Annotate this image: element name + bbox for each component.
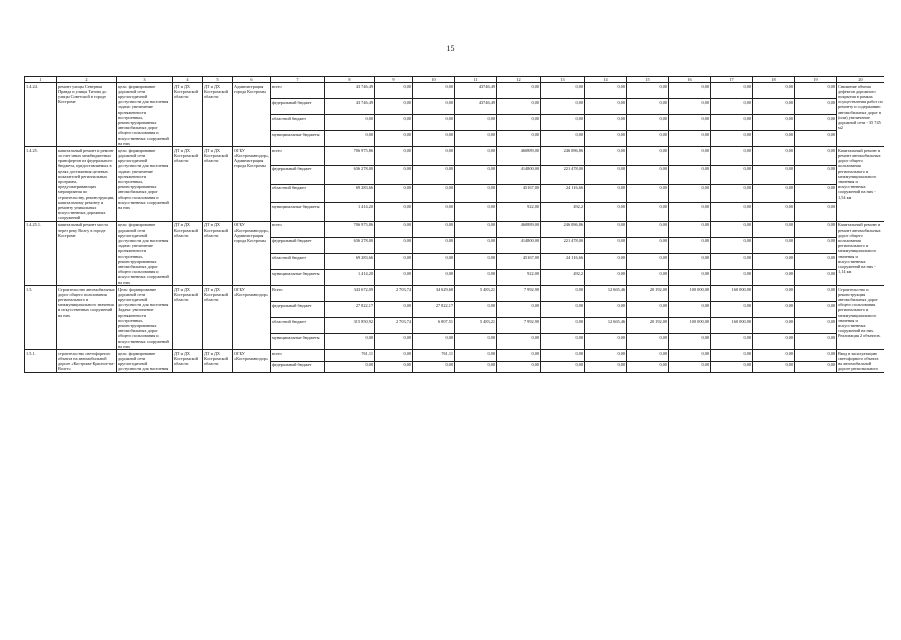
amount-cell: 0,00 bbox=[753, 147, 795, 166]
amount-cell: 0,00 bbox=[795, 318, 837, 334]
amount-cell: 0,00 bbox=[497, 361, 541, 372]
amount-cell: 0,00 bbox=[325, 361, 375, 372]
table-row bbox=[25, 83, 885, 99]
amount-cell: 0,00 bbox=[375, 350, 413, 361]
page-number: 15 bbox=[446, 44, 455, 53]
expected-result-cell: Ввод в эксплуатацию светофорного объекта на автомобильной дороге регионального bbox=[837, 350, 885, 373]
amount-cell: 0,00 bbox=[753, 99, 795, 115]
amount-cell: 100 000,00 bbox=[669, 286, 711, 302]
amount-cell: 0,00 bbox=[669, 83, 711, 99]
amount-cell: 0,00 bbox=[795, 222, 837, 238]
amount-cell: 0,00 bbox=[669, 99, 711, 115]
amount-cell: 0,00 bbox=[413, 238, 455, 254]
amount-cell: 0,00 bbox=[669, 254, 711, 270]
amount-cell: 0,00 bbox=[627, 334, 669, 350]
amount-cell: 460889,00 bbox=[497, 147, 541, 166]
amount-cell: 0,00 bbox=[497, 83, 541, 99]
column-number-cell: 5 bbox=[203, 77, 233, 83]
amount-cell: 0,00 bbox=[753, 270, 795, 286]
amount-cell: 0,00 bbox=[541, 286, 585, 302]
event-name-cell: капитальный ремонт и ремонт за счет иных межбюджетных трансфертов из федерального бюджета, предоставляемых в целях достижения целевых показателей региональных программ, предусматривающих мероприятия по строительству, реконструкции, капитальному ремонту и ремонту уникальных искусственных дорожных сооружений bbox=[57, 147, 117, 222]
event-name-cell: ремонт улицы Северная Правда и улицы Титова до улицы Советской в городе Костроме bbox=[57, 83, 117, 147]
program-table bbox=[24, 76, 884, 373]
amount-cell: 0,00 bbox=[541, 131, 585, 147]
column-number-cell: 18 bbox=[753, 77, 795, 83]
column-number-cell: 19 bbox=[795, 77, 837, 83]
amount-cell: 0,00 bbox=[711, 131, 753, 147]
amount-cell: 12 665,46 bbox=[585, 286, 627, 302]
amount-cell: 0,00 bbox=[753, 238, 795, 254]
amount-cell: 0,00 bbox=[455, 147, 497, 166]
amount-cell: 0,00 bbox=[753, 222, 795, 238]
amount-cell: 100 000,00 bbox=[669, 318, 711, 334]
event-name-cell: капитальный ремонт моста через реку Волгу в городе Костроме bbox=[57, 222, 117, 286]
amount-cell: 0,00 bbox=[585, 334, 627, 350]
item-number-cell: 1.5. bbox=[25, 286, 57, 350]
amount-cell: 0,00 bbox=[413, 254, 455, 270]
amount-cell: 0,00 bbox=[627, 99, 669, 115]
amount-cell: 0,00 bbox=[413, 131, 455, 147]
amount-cell: 0,00 bbox=[627, 147, 669, 166]
table-row bbox=[25, 350, 885, 361]
amount-cell: 246 086,86 bbox=[541, 147, 585, 166]
funding-source-cell: всего bbox=[271, 350, 325, 361]
amount-cell: 43 746,49 bbox=[325, 99, 375, 115]
amount-cell: 0,00 bbox=[413, 203, 455, 222]
amount-cell: 160 000,00 bbox=[711, 318, 753, 334]
amount-cell: 0,00 bbox=[669, 203, 711, 222]
funding-source-cell: всего bbox=[271, 222, 325, 238]
amount-cell: 706 975,86 bbox=[325, 147, 375, 166]
table-row bbox=[25, 147, 885, 166]
amount-cell: 12 665,46 bbox=[585, 318, 627, 334]
amount-cell: 43746,49 bbox=[455, 83, 497, 99]
amount-cell: 0,00 bbox=[375, 115, 413, 131]
amount-cell: 0,00 bbox=[795, 254, 837, 270]
amount-cell: 2 703,74 bbox=[375, 318, 413, 334]
amount-cell: 0,00 bbox=[585, 203, 627, 222]
amount-cell: 0,00 bbox=[585, 222, 627, 238]
amount-cell: 0,00 bbox=[627, 238, 669, 254]
amount-cell: 0,00 bbox=[375, 270, 413, 286]
amount-cell: 0,00 bbox=[669, 334, 711, 350]
item-number-cell: 1.4.24. bbox=[25, 83, 57, 147]
amount-cell: 0,00 bbox=[413, 184, 455, 203]
amount-cell: 0,00 bbox=[795, 83, 837, 99]
amount-cell: 0,00 bbox=[375, 83, 413, 99]
amount-cell: 0,00 bbox=[711, 99, 753, 115]
amount-cell: 761,11 bbox=[413, 350, 455, 361]
amount-cell: 0,00 bbox=[753, 318, 795, 334]
amount-cell: 0,00 bbox=[669, 184, 711, 203]
amount-cell: 0,00 bbox=[375, 99, 413, 115]
funding-source-cell: всего bbox=[271, 83, 325, 99]
participant-cell: ОГБУ «Костромавтодор», Администрация города Костромы bbox=[233, 222, 271, 286]
table-body bbox=[25, 77, 885, 373]
amount-cell: 0,00 bbox=[753, 203, 795, 222]
item-number-cell: 1.4.25. bbox=[25, 147, 57, 222]
coordinator-cell: ДТ и ДХ Костромской области bbox=[173, 147, 203, 222]
amount-cell: 7 992,90 bbox=[497, 286, 541, 302]
amount-cell: 27 822,17 bbox=[413, 302, 455, 318]
amount-cell: 0,00 bbox=[669, 350, 711, 361]
funding-source-cell: федеральный бюджет bbox=[271, 238, 325, 254]
amount-cell: 0,00 bbox=[627, 361, 669, 372]
column-number-cell: 14 bbox=[585, 77, 627, 83]
amount-cell: 0,00 bbox=[455, 270, 497, 286]
amount-cell: 1 414,20 bbox=[325, 203, 375, 222]
amount-cell: 0,00 bbox=[627, 350, 669, 361]
goal-task-cell: цель: формирование дорожной сети круглогодичной доступности для населения bbox=[117, 350, 173, 373]
funding-source-cell: муниципальные бюджеты bbox=[271, 131, 325, 147]
amount-cell: 0,00 bbox=[753, 302, 795, 318]
amount-cell: 0,00 bbox=[455, 238, 497, 254]
funding-source-cell: областной бюджет bbox=[271, 254, 325, 270]
expected-result-cell: Снижение объема дефектов дорожного покрытия в рамках осуществления работ по ремонту и содержанию автомобильных дорог в (или) увеличение дорожной сети - 35 745 м2 bbox=[837, 83, 885, 147]
amount-cell: 0,00 bbox=[795, 131, 837, 147]
amount-cell: 0,00 bbox=[795, 334, 837, 350]
funding-source-cell: муниципальные бюджеты bbox=[271, 334, 325, 350]
amount-cell: 0,00 bbox=[627, 302, 669, 318]
amount-cell: 0,00 bbox=[455, 184, 497, 203]
amount-cell: 0,00 bbox=[669, 238, 711, 254]
amount-cell: 0,00 bbox=[753, 184, 795, 203]
executor-cell: ДТ и ДХ Костромской области bbox=[203, 222, 233, 286]
amount-cell: 0,00 bbox=[585, 238, 627, 254]
amount-cell: 0,00 bbox=[795, 166, 837, 185]
executor-cell: ДТ и ДХ Костромской области bbox=[203, 350, 233, 373]
amount-cell: 0,00 bbox=[455, 166, 497, 185]
amount-cell: 69 283,66 bbox=[325, 254, 375, 270]
amount-cell: 0,00 bbox=[753, 83, 795, 99]
amount-cell: 24 116,66 bbox=[541, 254, 585, 270]
amount-cell: 0,00 bbox=[413, 147, 455, 166]
funding-source-cell: федеральный бюджет bbox=[271, 361, 325, 372]
amount-cell: 636 278,00 bbox=[325, 238, 375, 254]
expected-result-cell: Капитальный ремонт и ремонт автомобильных дорог общего пользования регионального и межмуниципального значения и искусственных сооружений на них - 1,14 км bbox=[837, 222, 885, 286]
amount-cell: 0,00 bbox=[585, 302, 627, 318]
table-row bbox=[25, 222, 885, 238]
amount-cell: 0,00 bbox=[413, 115, 455, 131]
amount-cell: 5 483,21 bbox=[455, 286, 497, 302]
amount-cell: 0,00 bbox=[497, 334, 541, 350]
amount-cell: 0,00 bbox=[711, 166, 753, 185]
amount-cell: 45167,00 bbox=[497, 254, 541, 270]
amount-cell: 0,00 bbox=[455, 131, 497, 147]
amount-cell: 0,00 bbox=[711, 302, 753, 318]
amount-cell: 0,00 bbox=[753, 254, 795, 270]
amount-cell: 460889,00 bbox=[497, 222, 541, 238]
amount-cell: 0,00 bbox=[627, 184, 669, 203]
amount-cell: 0,00 bbox=[669, 147, 711, 166]
amount-cell: 0,00 bbox=[627, 270, 669, 286]
amount-cell: 0,00 bbox=[669, 115, 711, 131]
amount-cell: 0,00 bbox=[455, 115, 497, 131]
amount-cell: 0,00 bbox=[585, 83, 627, 99]
amount-cell: 0,00 bbox=[541, 334, 585, 350]
amount-cell: 0,00 bbox=[375, 184, 413, 203]
amount-cell: 0,00 bbox=[753, 361, 795, 372]
amount-cell: 0,00 bbox=[325, 131, 375, 147]
amount-cell: 0,00 bbox=[795, 99, 837, 115]
coordinator-cell: ДТ и ДХ Костромской области bbox=[173, 222, 203, 286]
amount-cell: 0,00 bbox=[669, 222, 711, 238]
amount-cell: 160 000,00 bbox=[711, 286, 753, 302]
amount-cell: 0,00 bbox=[455, 203, 497, 222]
amount-cell: 0,00 bbox=[375, 131, 413, 147]
column-number-cell: 16 bbox=[669, 77, 711, 83]
column-number-cell: 12 bbox=[497, 77, 541, 83]
amount-cell: 0,00 bbox=[497, 131, 541, 147]
goal-task-cell: Цель: формирование дорожной сети круглогодичной доступности для населения Задача: увеличение протяженности построенных, реконструированных автомобильных дорог общего пользования и искусственных сооружений на них bbox=[117, 286, 173, 350]
amount-cell: 0,00 bbox=[585, 147, 627, 166]
funding-source-cell: муниципальные бюджеты bbox=[271, 270, 325, 286]
amount-cell: 706 975,86 bbox=[325, 222, 375, 238]
amount-cell: 0,00 bbox=[627, 222, 669, 238]
amount-cell: 0,00 bbox=[497, 350, 541, 361]
program-table-container bbox=[24, 76, 884, 636]
amount-cell: 0,00 bbox=[753, 166, 795, 185]
amount-cell: 0,00 bbox=[375, 334, 413, 350]
amount-cell: 0,00 bbox=[795, 147, 837, 166]
funding-source-cell: областной бюджет bbox=[271, 115, 325, 131]
goal-task-cell: цель: формирование дорожной сети круглогодичной доступности для населения задача: увеличение протяженности построенных, реконструированных автомобильных дорог общего пользования и искусственных сооружений на них bbox=[117, 222, 173, 286]
funding-source-cell: федеральный бюджет bbox=[271, 166, 325, 185]
amount-cell: 0,00 bbox=[627, 115, 669, 131]
event-name-cell: Строительство автомобильных дорог общего пользования регионального и межмуниципального значения и искусственных сооружений на них bbox=[57, 286, 117, 350]
funding-source-cell: всего bbox=[271, 147, 325, 166]
amount-cell: 0,00 bbox=[585, 350, 627, 361]
participant-cell: ОГБУ «Костромавтодор», Администрация города Костромы bbox=[233, 147, 271, 222]
funding-source-cell: муниципальные бюджеты bbox=[271, 203, 325, 222]
amount-cell: 343 672,09 bbox=[325, 286, 375, 302]
column-number-cell: 17 bbox=[711, 77, 753, 83]
column-number-cell: 11 bbox=[455, 77, 497, 83]
amount-cell: 0,00 bbox=[541, 318, 585, 334]
amount-cell: 0,00 bbox=[795, 361, 837, 372]
amount-cell: 0,00 bbox=[455, 334, 497, 350]
amount-cell: 761,11 bbox=[325, 350, 375, 361]
amount-cell: 0,00 bbox=[669, 166, 711, 185]
column-number-cell: 4 bbox=[173, 77, 203, 83]
table-row bbox=[25, 286, 885, 302]
coordinator-cell: ДТ и ДХ Костромской области bbox=[173, 350, 203, 373]
amount-cell: 414800,00 bbox=[497, 166, 541, 185]
participant-cell: ОГБУ «Костромавтодор» bbox=[233, 350, 271, 373]
funding-source-cell: областной бюджет bbox=[271, 318, 325, 334]
participant-cell: ОГБУ «Костромавтодор» bbox=[233, 286, 271, 350]
amount-cell: 0,00 bbox=[541, 361, 585, 372]
amount-cell: 34 629,68 bbox=[413, 286, 455, 302]
amount-cell: 0,00 bbox=[711, 238, 753, 254]
funding-source-cell: областной бюджет bbox=[271, 184, 325, 203]
amount-cell: 0,00 bbox=[413, 270, 455, 286]
amount-cell: 0,00 bbox=[375, 166, 413, 185]
amount-cell: 922,00 bbox=[497, 270, 541, 286]
amount-cell: 0,00 bbox=[795, 286, 837, 302]
amount-cell: 0,00 bbox=[497, 99, 541, 115]
amount-cell: 0,00 bbox=[669, 361, 711, 372]
column-number-cell: 10 bbox=[413, 77, 455, 83]
amount-cell: 0,00 bbox=[795, 350, 837, 361]
participant-cell: Администрация города Костромы bbox=[233, 83, 271, 147]
coordinator-cell: ДТ и ДХ Костромской области bbox=[173, 286, 203, 350]
amount-cell: 0,00 bbox=[585, 270, 627, 286]
amount-cell: 20 192,00 bbox=[627, 318, 669, 334]
amount-cell: 0,00 bbox=[795, 238, 837, 254]
amount-cell: 0,00 bbox=[669, 270, 711, 286]
amount-cell: 636 278,00 bbox=[325, 166, 375, 185]
executor-cell: ДТ и ДХ Костромской области bbox=[203, 286, 233, 350]
amount-cell: 0,00 bbox=[711, 350, 753, 361]
column-number-cell: 3 bbox=[117, 77, 173, 83]
amount-cell: 0,00 bbox=[795, 203, 837, 222]
amount-cell: 0,00 bbox=[627, 254, 669, 270]
amount-cell: 0,00 bbox=[375, 302, 413, 318]
executor-cell: ДТ и ДХ Костромской области bbox=[203, 147, 233, 222]
amount-cell: 0,00 bbox=[669, 302, 711, 318]
amount-cell: 492,2 bbox=[541, 270, 585, 286]
amount-cell: 0,00 bbox=[711, 184, 753, 203]
amount-cell: 0,00 bbox=[711, 222, 753, 238]
amount-cell: 414800,00 bbox=[497, 238, 541, 254]
amount-cell: 0,00 bbox=[585, 166, 627, 185]
amount-cell: 0,00 bbox=[413, 166, 455, 185]
amount-cell: 0,00 bbox=[627, 131, 669, 147]
amount-cell: 0,00 bbox=[455, 302, 497, 318]
funding-source-cell: Всего bbox=[271, 286, 325, 302]
amount-cell: 0,00 bbox=[711, 83, 753, 99]
column-number-cell: 8 bbox=[325, 77, 375, 83]
amount-cell: 0,00 bbox=[627, 203, 669, 222]
amount-cell: 0,00 bbox=[795, 115, 837, 131]
amount-cell: 0,00 bbox=[711, 334, 753, 350]
amount-cell: 0,00 bbox=[711, 254, 753, 270]
amount-cell: 0,00 bbox=[375, 203, 413, 222]
amount-cell: 0,00 bbox=[375, 361, 413, 372]
amount-cell: 43 746,49 bbox=[325, 83, 375, 99]
amount-cell: 0,00 bbox=[585, 131, 627, 147]
amount-cell: 5 483,21 bbox=[455, 318, 497, 334]
amount-cell: 2 703,74 bbox=[375, 286, 413, 302]
amount-cell: 0,00 bbox=[711, 361, 753, 372]
amount-cell: 0,00 bbox=[753, 334, 795, 350]
amount-cell: 0,00 bbox=[627, 83, 669, 99]
amount-cell: 0,00 bbox=[325, 115, 375, 131]
amount-cell: 0,00 bbox=[627, 166, 669, 185]
amount-cell: 0,00 bbox=[375, 147, 413, 166]
amount-cell: 0,00 bbox=[711, 115, 753, 131]
amount-cell: 0,00 bbox=[711, 203, 753, 222]
item-number-cell: 1.4.25.1. bbox=[25, 222, 57, 286]
amount-cell: 0,00 bbox=[585, 254, 627, 270]
column-number-cell: 7 bbox=[271, 77, 325, 83]
amount-cell: 0,00 bbox=[753, 286, 795, 302]
amount-cell: 0,00 bbox=[711, 270, 753, 286]
column-number-cell: 6 bbox=[233, 77, 271, 83]
amount-cell: 0,00 bbox=[497, 115, 541, 131]
amount-cell: 0,00 bbox=[413, 334, 455, 350]
amount-cell: 0,00 bbox=[413, 99, 455, 115]
amount-cell: 246 086,86 bbox=[541, 222, 585, 238]
executor-cell: ДТ и ДХ Костромской области bbox=[203, 83, 233, 147]
amount-cell: 20 192,00 bbox=[627, 286, 669, 302]
funding-source-cell: федеральный бюджет bbox=[271, 302, 325, 318]
amount-cell: 0,00 bbox=[669, 131, 711, 147]
amount-cell: 221 478,00 bbox=[541, 166, 585, 185]
amount-cell: 0,00 bbox=[541, 115, 585, 131]
column-number-cell: 13 bbox=[541, 77, 585, 83]
amount-cell: 43746,49 bbox=[455, 99, 497, 115]
amount-cell: 6 807,51 bbox=[413, 318, 455, 334]
column-number-cell: 2 bbox=[57, 77, 117, 83]
amount-cell: 0,00 bbox=[795, 302, 837, 318]
amount-cell: 0,00 bbox=[413, 361, 455, 372]
item-number-cell: 1.5.1. bbox=[25, 350, 57, 373]
amount-cell: 0,00 bbox=[585, 184, 627, 203]
amount-cell: 27 822,17 bbox=[325, 302, 375, 318]
amount-cell: 0,00 bbox=[541, 350, 585, 361]
amount-cell: 7 992,90 bbox=[497, 318, 541, 334]
amount-cell: 0,00 bbox=[413, 222, 455, 238]
amount-cell: 0,00 bbox=[541, 83, 585, 99]
amount-cell: 45167,00 bbox=[497, 184, 541, 203]
goal-task-cell: цель: формирование дорожной сети круглогодичной доступности для населения задача: увеличение протяженности построенных, реконструированных автомобильных дорог общего пользования и искусственных сооружений на них bbox=[117, 83, 173, 147]
amount-cell: 0,00 bbox=[541, 302, 585, 318]
amount-cell: 922,00 bbox=[497, 203, 541, 222]
amount-cell: 492,2 bbox=[541, 203, 585, 222]
amount-cell: 0,00 bbox=[455, 350, 497, 361]
amount-cell: 0,00 bbox=[325, 334, 375, 350]
column-number-cell: 15 bbox=[627, 77, 669, 83]
amount-cell: 69 283,66 bbox=[325, 184, 375, 203]
amount-cell: 0,00 bbox=[585, 361, 627, 372]
column-number-cell: 20 bbox=[837, 77, 885, 83]
amount-cell: 0,00 bbox=[753, 115, 795, 131]
amount-cell: 0,00 bbox=[455, 254, 497, 270]
column-number-cell: 9 bbox=[375, 77, 413, 83]
amount-cell: 1 414,20 bbox=[325, 270, 375, 286]
event-name-cell: строительство светофорного объекта на автомобильной дороге «Кострома-Красное-на-Волге» bbox=[58, 350, 115, 372]
amount-cell: 0,00 bbox=[413, 83, 455, 99]
amount-cell: 0,00 bbox=[375, 238, 413, 254]
amount-cell: 0,00 bbox=[753, 131, 795, 147]
amount-cell: 0,00 bbox=[753, 350, 795, 361]
expected-result-cell: Капитальный ремонт и ремонт автомобильных дорог общего пользования регионального и межмуниципального значения и искусственных сооружений на них - 1,54 км bbox=[837, 147, 885, 222]
amount-cell: 0,00 bbox=[795, 184, 837, 203]
amount-cell: 0,00 bbox=[585, 99, 627, 115]
goal-task-cell: цель: формирование дорожной сети круглогодичной доступности для населения задача: увеличение протяженности построенных, реконструированных автомобильных дорог общего пользования и искусственных сооружений на них bbox=[117, 147, 173, 222]
amount-cell: 0,00 bbox=[497, 302, 541, 318]
expected-result-cell: Строительство и реконструкция автомобильных дорог общего пользования регионального и межмуниципального значения и искусственных сооружений на них. Реализация 2 объектов. bbox=[837, 286, 885, 350]
amount-cell: 24 116,66 bbox=[541, 184, 585, 203]
coordinator-cell: ДТ и ДХ Костромской области bbox=[173, 83, 203, 147]
amount-cell: 0,00 bbox=[711, 147, 753, 166]
amount-cell: 315 850,92 bbox=[325, 318, 375, 334]
amount-cell: 0,00 bbox=[455, 361, 497, 372]
amount-cell: 221 478,00 bbox=[541, 238, 585, 254]
amount-cell: 0,00 bbox=[375, 222, 413, 238]
amount-cell: 0,00 bbox=[795, 270, 837, 286]
funding-source-cell: федеральный бюджет bbox=[271, 99, 325, 115]
amount-cell: 0,00 bbox=[585, 115, 627, 131]
amount-cell: 0,00 bbox=[375, 254, 413, 270]
column-number-cell: 1 bbox=[25, 77, 57, 83]
amount-cell: 0,00 bbox=[455, 222, 497, 238]
amount-cell: 0,00 bbox=[541, 99, 585, 115]
